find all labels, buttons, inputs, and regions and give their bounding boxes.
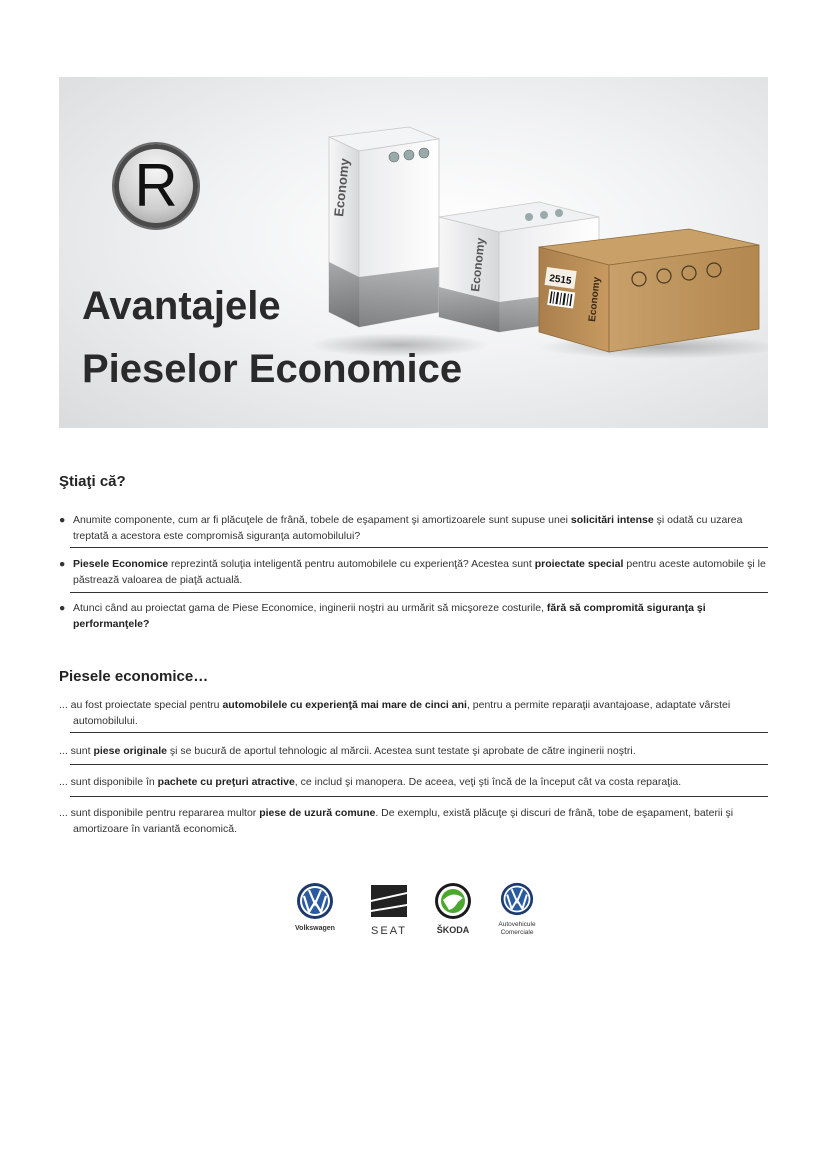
body-text: şi se bucură de aportul tehnologic al mărcii. Acestea sunt testate şi aprobate de către inginerii noştri. — [166, 745, 636, 757]
list-item — [59, 697, 768, 729]
list-item — [59, 805, 768, 837]
economy-parts-boxes-image — [299, 117, 768, 367]
logo-letter: R — [134, 152, 178, 219]
skoda-logo-icon — [434, 882, 472, 920]
bullet-text — [59, 512, 768, 544]
emphasis-text: piese de uzură comune — [259, 807, 376, 819]
hero-title-line1: Avantajele — [82, 284, 281, 328]
section2-heading: Piesele economice… — [59, 668, 209, 685]
emphasis-text: solicitări intense — [570, 514, 654, 526]
brand-label: Volkswagen — [295, 925, 335, 932]
divider — [70, 592, 768, 593]
brand-vw-commercial — [489, 882, 545, 937]
body-text: pentru aceste automobile şi le păstrează valoarea de piaţă actuală. — [73, 558, 766, 586]
body-text: ... sunt disponibile pentru repararea multor — [59, 807, 260, 819]
body-text: ... sunt disponibile în — [59, 776, 158, 788]
hero-title-line2: Pieselor Economice — [82, 347, 463, 391]
body-text: , ce includ şi manopera. De aceea, veţi şti încă de la început cât va costa reparaţia. — [294, 776, 682, 788]
emphasis-text: proiectate special — [534, 558, 624, 570]
list-item-text — [59, 743, 768, 759]
brand-label: ŠKODA — [436, 925, 470, 935]
section1-heading: Ştiaţi că? — [59, 473, 126, 490]
box-number: 2515 — [548, 273, 573, 288]
body-text: , pentru a permite reparaţii avantajoase, adaptate vârstei automobilului. — [73, 699, 731, 727]
list-item — [59, 743, 768, 759]
hero-banner — [59, 77, 768, 428]
seat-logo-icon — [369, 882, 409, 920]
bullet-item — [59, 600, 768, 632]
brand-label: SEAT — [371, 925, 407, 937]
box-economy-label: Economy — [331, 157, 353, 218]
body-text: ... au fost proiectate special pentru — [59, 699, 223, 711]
svg-text:Economy: Economy — [468, 237, 488, 293]
bullet-text — [59, 600, 768, 632]
bullet-item — [59, 556, 768, 588]
bullet-text — [59, 556, 768, 588]
brand-seat — [363, 882, 415, 937]
emphasis-text: piese originale — [93, 745, 167, 757]
bullet-dot-icon: ● — [59, 558, 66, 570]
list-item-text — [59, 774, 768, 790]
divider — [70, 796, 768, 797]
divider — [70, 732, 768, 733]
volkswagen-logo-icon — [296, 882, 334, 920]
list-item-text — [59, 697, 768, 729]
body-text: Anumite componente, cum ar fi plăcuţele de frână, tobele de eşapament şi amortizoarele sunt supuse unei — [73, 514, 571, 526]
body-text: reprezintă soluţia inteligentă pentru automobilele cu experienţă? Acestea sunt — [168, 558, 535, 570]
emphasis-text: pachete cu preţuri atractive — [157, 776, 295, 788]
brand-skoda — [429, 882, 477, 935]
vw-commercial-logo-icon — [500, 882, 534, 916]
emphasis-text: automobilele cu experienţă mai mare de cinci ani — [222, 699, 467, 711]
bullet-item — [59, 512, 768, 544]
body-text: şi odată cu uzarea treptată a acestora este compromisă siguranţa automobilului? — [73, 514, 743, 542]
body-text: Atunci când au proiectat gama de Piese Economice, inginerii noştri au urmărit să micşoreze costurile, — [73, 602, 547, 614]
brand-label: Autovehicule Comerciale — [498, 921, 536, 936]
list-item-text — [59, 805, 768, 837]
brand-logos — [289, 882, 549, 942]
registered-r-logo-icon — [114, 144, 198, 228]
bullet-dot-icon: ● — [59, 602, 66, 614]
svg-text:Economy: Economy — [587, 276, 603, 323]
emphasis-text: fără să compromită siguranţa şi performanţele? — [73, 602, 706, 630]
divider — [70, 764, 768, 765]
bullet-dot-icon: ● — [59, 514, 66, 526]
list-item — [59, 774, 768, 790]
emphasis-text: Piesele Economice — [73, 558, 169, 570]
brand-volkswagen — [289, 882, 341, 932]
divider — [70, 547, 768, 548]
body-text: ... sunt — [59, 745, 94, 757]
body-text: . De exemplu, există plăcuţe şi discuri de frână, tobe de eşapament, baterii şi amortizoare în variantă economică. — [73, 807, 734, 835]
